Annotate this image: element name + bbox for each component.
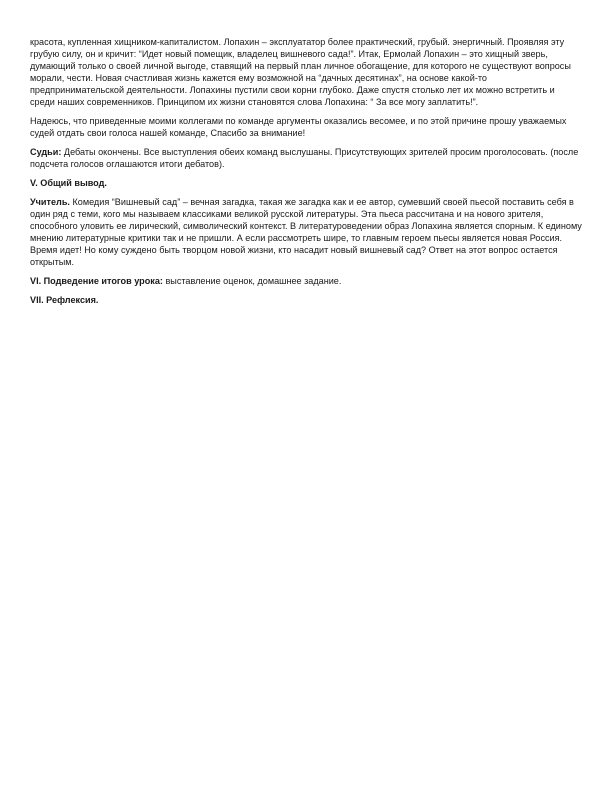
closing-speech-paragraph: Надеюсь, что приведенные моими коллегами по команде аргументы оказались весомее, и по этой причине прошу уважаемых судей отдать свои голоса нашей команде, Спасибо за внимание! <box>30 116 567 138</box>
lesson-summary-paragraph <box>30 275 582 287</box>
lesson-summary-text: выставление оценок, домашнее задание. <box>162 276 342 286</box>
teacher-text: Комедия “Вишневый сад” – вечная загадка, такая же загадка как и ее автор, сумевший своей пьесой поставить себя в один ряд с теми, кого мы называем классиками великой русской литературы. Эта пьеса рассчитана и на нового зрителя, способного уловить ее лирический, символический контекст. В литературоведении образ Лопахина является спорным. К единому мнению литературные критики так и не пришли. А если рассмотреть шире, то главным героем пьесы является новая Россия. Время идет! Но кому суждено быть творцом новой жизни, кто насадит новый вишневый сад? Ответ на этот вопрос остается открытым. <box>30 197 582 267</box>
judges-label: Судьи: <box>30 147 62 157</box>
section-heading-general-conclusion: V. Общий вывод. <box>30 178 107 188</box>
document-body <box>30 36 582 313</box>
judges-text: Дебаты окончены. Все выступления обеих команд выслушаны. Присутствующих зрителей просим проголосовать. (после подсчета голосов оглашаются итоги дебатов). <box>30 147 579 169</box>
teacher-paragraph <box>30 196 582 268</box>
lopakhin-paragraph: красота, купленная хищником-капиталистом. Лопахин – эксплуататор более практический, грубый. энергичный. Проявляя эту грубую силу, он и кричит: “Идет новый помещик, владелец вишневого сада!”. Итак, Ермолай Лопахин – это хищный зверь, думающий только о своей личной выгоде, ставящий на первый план личное обогащение, для которого не существуют вопросы морали, чести. Новая счастливая жизнь кажется ему возможной на “дачных десятинах”, на основе какой-то предпринимательской деятельности. Лопахины пустили свои корни глубоко. Даже спустя столько лет их можно встретить и среди наших современников. Принципом их жизни становятся слова Лопахина: “ За все могу заплатить!”. <box>30 37 571 107</box>
section-heading-reflection: VII. Рефлексия. <box>30 295 99 305</box>
teacher-label: Учитель. <box>30 197 70 207</box>
judges-paragraph <box>30 146 582 170</box>
lesson-summary-label: VI. Подведение итогов урока: <box>30 276 163 286</box>
